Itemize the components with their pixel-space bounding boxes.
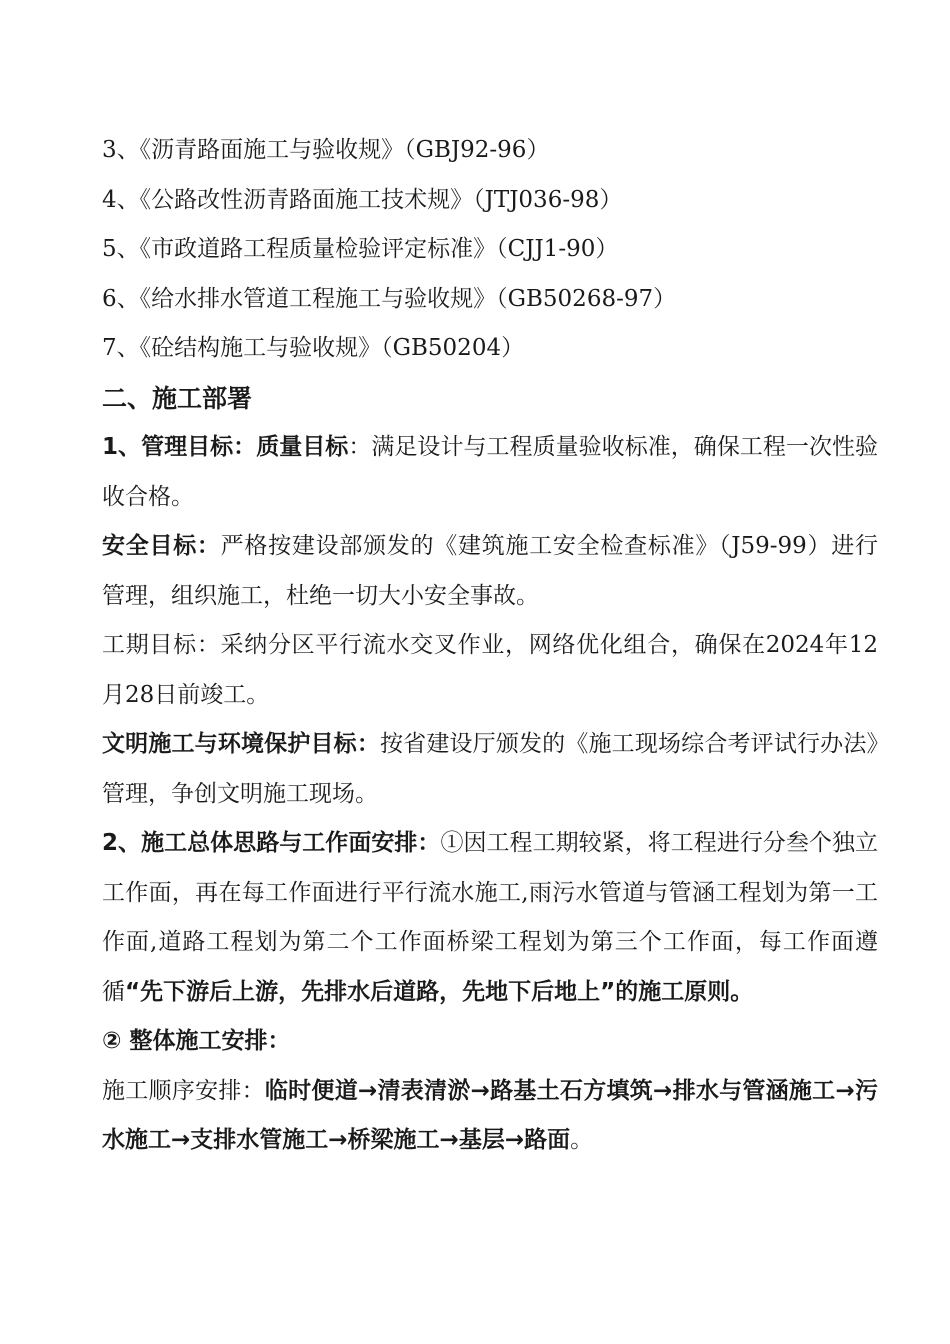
reference-title: 《沥青路面施工与验收规》 [139, 137, 405, 163]
schedule-goal-paragraph: 工期目标：采纳分区平行流水交叉作业，网络优化组合，确保在2024年12月28日前竣工。 [102, 632, 878, 708]
reference-code: （GB50204） [381, 335, 525, 361]
sequence-end: 。 [570, 1127, 594, 1153]
reference-number: 6、 [102, 285, 140, 312]
approach-principle: “先下游后上游，先排水后道路，先地下后地上”的施工原则。 [125, 978, 754, 1005]
management-goal-paragraph [102, 423, 878, 522]
civilized-goal-paragraph [102, 720, 878, 819]
civilized-goal-label: 文明施工与环境保护目标： [102, 731, 380, 757]
section-heading: 二、施工部署 [102, 383, 253, 413]
safety-goal-label: 安全目标： [102, 533, 221, 559]
approach-text: ①因工程工期较紧，将工程进行分叁个独立工作面，再在每工作面进行平行流水施工,雨污水管道与管涵工程划为第一工作面,道路工程划为第二个工作面桥梁工程划为第三个工作面，每工作面遵循 [102, 830, 878, 1005]
reference-item-7 [102, 324, 878, 374]
reference-item-5 [102, 225, 878, 275]
safety-goal-text: 严格按建设部颁发的《建筑施工安全检查标准》（J59-99）进行管理，组织施工，杜绝一切大小安全事故。 [102, 533, 879, 609]
sequence-label: 施工顺序安排： [102, 1077, 265, 1104]
reference-number: 4、 [102, 186, 140, 213]
reference-code: （JTJ036-98） [473, 186, 623, 213]
civilized-goal-text: 按省建设厅颁发的《施工现场综合考评试行办法》管理，争创文明施工现场。 [102, 731, 879, 807]
reference-title: 《市政道路工程质量检验评定标准》 [139, 236, 497, 262]
sequence-paragraph [102, 1067, 878, 1166]
approach-label: 2、施工总体思路与工作面安排： [102, 830, 441, 856]
overall-arrangement-heading: ② 整体施工安排： [102, 1028, 291, 1054]
reference-code: （GB50268-97） [496, 285, 677, 312]
sequence-steps: 临时便道→清表清淤→路基土石方填筑→排水与管涵施工→污水施工→支排水管施工→桥梁施工→基层→路面 [102, 1077, 878, 1153]
management-goal-text: ：满足设计与工程质量验收标准，确保工程一次性验收合格。 [102, 434, 879, 510]
reference-item-3 [102, 126, 878, 176]
management-goal-label: 1、管理目标：质量目标 [102, 434, 349, 460]
reference-item-4 [102, 176, 878, 226]
approach-paragraph [102, 819, 878, 1017]
reference-title: 《给水排水管道工程施工与验收规》 [139, 285, 497, 312]
reference-number: 3、 [102, 137, 140, 163]
reference-item-6 [102, 275, 878, 325]
reference-code: （GBJ92-96） [404, 137, 550, 163]
reference-number: 7、 [102, 335, 140, 361]
document-body [102, 126, 878, 1166]
reference-title: 《砼结构施工与验收规》 [139, 335, 382, 361]
reference-code: （CJJ1-90） [496, 236, 619, 262]
reference-title: 《公路改性沥青路面施工技术规》 [139, 186, 474, 213]
reference-number: 5、 [102, 236, 140, 262]
safety-goal-paragraph [102, 522, 878, 621]
